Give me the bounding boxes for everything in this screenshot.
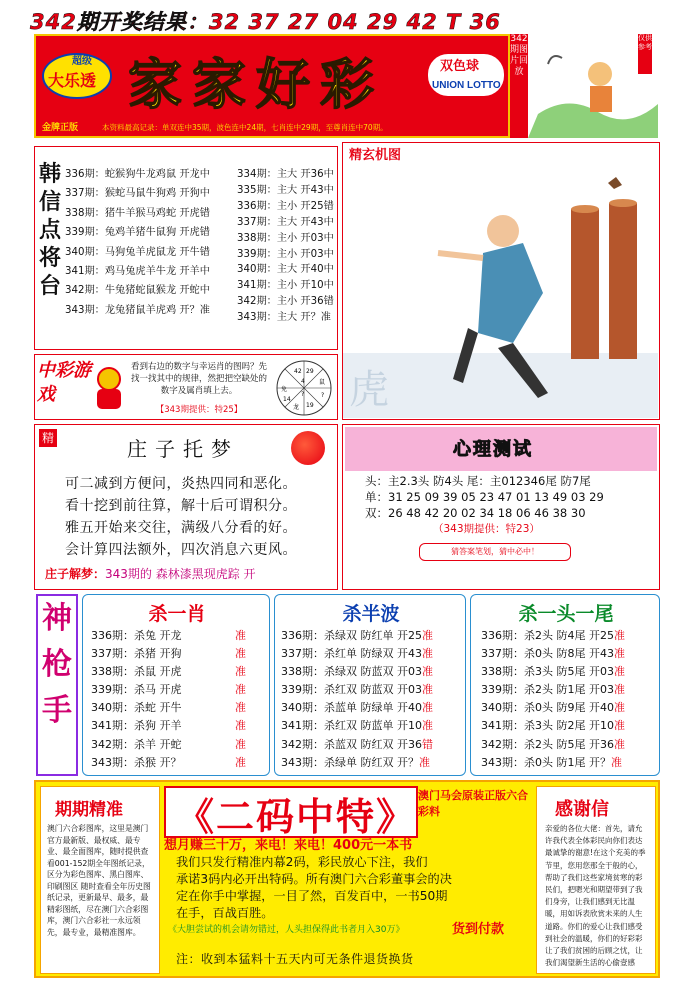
wheel-cell: 免 bbox=[281, 386, 288, 393]
row-result: 准 bbox=[235, 737, 246, 751]
row-text: 343期：杀绿单 防红双 开？ bbox=[281, 755, 419, 769]
accuracy-title: 期期精准 bbox=[55, 800, 123, 820]
table-row bbox=[281, 736, 433, 754]
sharpshooter-char: 手 bbox=[42, 693, 72, 728]
row-text: 342期：杀蓝双 防红双 开36 bbox=[281, 737, 422, 751]
table-row bbox=[281, 627, 433, 645]
page-title: 家家好彩 bbox=[128, 52, 384, 116]
psych-hint: 猜答案笔划，猜中必中！ bbox=[419, 543, 571, 561]
promo-text: 《大胆尝试的机会请勿错过，人头担保得此书者月入30万》 bbox=[168, 925, 405, 935]
psych-line: 头：主2.3头 防4头 尾：主012346尾 防7尾 bbox=[365, 474, 591, 488]
row-result: 准 bbox=[422, 665, 433, 679]
table-row bbox=[281, 645, 433, 663]
row-text: 337期：杀红单 防绿双 开43 bbox=[281, 647, 422, 661]
list-item: 334期：主大 开36中 bbox=[237, 169, 334, 180]
table-row bbox=[281, 681, 433, 699]
table-row bbox=[91, 681, 246, 699]
corner-tag: 仅供参考 bbox=[638, 34, 652, 74]
row-text: 336期：杀兔 开龙 bbox=[91, 629, 182, 642]
red-sun-icon bbox=[291, 431, 325, 465]
two-code-ad: 想月赚三十万，来电！来电！400元一本书 bbox=[164, 838, 413, 853]
sharpshooter-char: 枪 bbox=[42, 647, 72, 682]
row-result: 准 bbox=[235, 665, 246, 679]
list-item: 343期：主大 开？准 bbox=[237, 312, 331, 324]
table-row bbox=[481, 754, 625, 772]
row-text: 341期：杀3头 防2尾 开10 bbox=[481, 719, 614, 733]
row-result: 准 bbox=[422, 683, 433, 697]
refund-note: 注：收到本猛料十五天内可无条件退货换货 bbox=[176, 952, 414, 966]
table-row bbox=[481, 681, 625, 699]
list-item: 338期：主小 开03中 bbox=[237, 232, 334, 244]
bottom-ad-panel bbox=[34, 780, 660, 978]
gold-label: 金牌正版 bbox=[42, 123, 79, 133]
answer-label: 庄子解梦： bbox=[45, 567, 106, 581]
table-row bbox=[481, 645, 625, 663]
two-code-banner bbox=[164, 786, 418, 838]
list-item: 336期：主小 开25错 bbox=[237, 200, 334, 212]
list-item: 340期：主大 开40中 bbox=[237, 264, 334, 276]
psych-header bbox=[345, 427, 657, 471]
riddle-line: 看十挖到前往算，解十后可谓积分。 bbox=[65, 498, 297, 514]
row-text: 340期：杀蓝单 防绿单 开40 bbox=[281, 701, 422, 715]
table-row bbox=[481, 717, 625, 735]
riddle-line: 会计算四法额外，四次消息六更风。 bbox=[65, 542, 297, 558]
row-text: 336期：杀2头 防4尾 开25 bbox=[481, 629, 614, 642]
cod-tag: 货到付款 bbox=[452, 922, 505, 937]
row-result: 准 bbox=[613, 683, 625, 697]
row-result: 准 bbox=[613, 629, 625, 642]
table-row bbox=[281, 754, 433, 772]
row-text: 339期：杀马 开虎 bbox=[91, 683, 182, 697]
wheel-cell: 19 bbox=[306, 402, 314, 409]
wheel-cell: 29 bbox=[306, 368, 314, 375]
list-item: 335期：主大 开43中 bbox=[237, 184, 334, 196]
row-text: 343期：杀猴 开？ bbox=[91, 755, 182, 769]
list-item: 340期：马狗兔羊虎鼠龙 开牛错 bbox=[65, 246, 210, 258]
puzzle-picture-panel bbox=[342, 142, 660, 420]
list-item: 342期：主小 开36错 bbox=[237, 296, 334, 308]
picture-watermark: 虎 bbox=[349, 367, 389, 413]
replay-strip: 342期图片回放 bbox=[510, 34, 528, 138]
two-code-title: 《二码中特》 bbox=[176, 795, 417, 839]
psych-line: 双：26 48 42 20 02 34 18 06 46 38 30 bbox=[365, 506, 586, 520]
table-row bbox=[481, 699, 625, 717]
han-title-char: 韩 bbox=[39, 162, 62, 187]
two-code-line: 定在你手中掌握，一目了然，百发百中，一书50期 bbox=[176, 889, 448, 903]
table-row bbox=[481, 627, 625, 645]
riddle-line: 可二减到方便问，炎热四同和恶化。 bbox=[65, 476, 297, 492]
row-result: 准 bbox=[235, 755, 246, 769]
lotto-logo bbox=[42, 46, 112, 102]
han-xin-panel bbox=[34, 146, 338, 350]
row-result: 准 bbox=[422, 701, 433, 715]
table-row bbox=[481, 736, 625, 754]
psych-line: 单：31 25 09 39 05 23 47 01 13 49 03 29 bbox=[365, 490, 604, 504]
list-item: 339期：兔鸡羊猪牛鼠狗 开虎错 bbox=[65, 227, 210, 239]
thanks-text: 亲爱的各位大佬：首先，请允许我代表全体彩民向你们表达最诚挚的谢意!在这个充美的季节里，您用您那全于般的心，帮助了我们这些家境贫寒的彩民们，把嗯光和期望带到了我们身旁，让我们感到无比温暖，用如诉表欣赏未来的人生道路。你们的爱心让我们感受到社会的温暖，你们的好彩彩让了我们贫困的后顾之忧，让我们渴望新生活的心偷壹感 bbox=[545, 824, 646, 968]
header-banner bbox=[34, 34, 510, 138]
row-text: 337期：杀0头 防8尾 开43 bbox=[481, 647, 614, 661]
table-row bbox=[281, 699, 433, 717]
psych-title: 心理测试 bbox=[453, 439, 533, 460]
zodiac-list bbox=[65, 165, 210, 320]
psych-test-panel bbox=[342, 424, 660, 590]
row-text: 338期：杀绿双 防蓝双 开03 bbox=[281, 665, 422, 679]
lotto-logo-main: 大乐透 bbox=[48, 73, 97, 90]
row-result: 准 bbox=[611, 755, 622, 769]
two-code-line: 承诺3码内必开出特码。所有澳门六合彩董事会的决 bbox=[176, 872, 452, 886]
row-text: 341期：杀红双 防蓝单 开10 bbox=[281, 719, 422, 733]
wheel-cell: ? bbox=[301, 391, 305, 398]
draw-result: 342期开奖结果：32 37 27 04 29 42 T 36 bbox=[30, 10, 501, 34]
two-code-line: 在手，百战百胜。 bbox=[176, 906, 274, 920]
row-text: 337期：杀猪 开狗 bbox=[91, 647, 182, 661]
han-title-char: 将 bbox=[39, 246, 62, 271]
union-lotto-logo bbox=[426, 50, 506, 100]
sharpshooter-label bbox=[36, 594, 78, 776]
kill-zodiac-panel bbox=[82, 594, 270, 776]
number-wheel bbox=[275, 359, 333, 417]
row-result: 准 bbox=[613, 737, 625, 751]
list-item: 343期：龙兔猪鼠羊虎鸡 开？准 bbox=[65, 304, 210, 316]
table-row bbox=[91, 754, 246, 772]
wheel-cell: 鼠 bbox=[319, 379, 326, 386]
row-result: 准 bbox=[613, 665, 625, 679]
han-title-char: 信 bbox=[39, 190, 62, 215]
wheel-cell: 14 bbox=[283, 396, 291, 403]
han-xin-title bbox=[39, 161, 65, 301]
table-row bbox=[91, 663, 246, 681]
row-text: 338期：杀3头 防5尾 开03 bbox=[481, 665, 614, 679]
fortune-cat-icon bbox=[91, 365, 127, 411]
kill-head-tail-title: 杀一头一尾 bbox=[518, 603, 614, 625]
row-text: 336期：杀绿双 防红单 开25 bbox=[281, 629, 422, 642]
table-row bbox=[91, 699, 246, 717]
size-list bbox=[237, 167, 334, 326]
table-row bbox=[91, 627, 246, 645]
row-text: 339期：杀2头 防1尾 开03 bbox=[481, 683, 614, 697]
han-title-char: 台 bbox=[39, 274, 62, 299]
kill-half-wave-list bbox=[281, 627, 433, 772]
game-answer: 【343期提供：特25】 bbox=[155, 405, 243, 415]
list-item: 337期：猴蛇马鼠牛狗鸡 开狗中 bbox=[65, 188, 210, 200]
list-item: 336期：蛇猴狗牛龙鸡鼠 开龙中 bbox=[65, 169, 210, 180]
row-result: 准 bbox=[235, 719, 246, 733]
record-text: 本资料最高记录：单双连中35期，波色连中24期，七肖连中29期，至尊肖连中70期。 bbox=[102, 123, 388, 132]
wheel-cell: 42 bbox=[294, 368, 302, 375]
row-result: 准 bbox=[422, 719, 433, 733]
union-logo-top: 双色球 bbox=[440, 58, 480, 73]
row-result: 准 bbox=[613, 701, 625, 715]
wheel-cell: ? bbox=[321, 392, 325, 399]
zhuangzi-panel bbox=[34, 424, 338, 590]
riddle-answer bbox=[45, 565, 256, 582]
row-result: 准 bbox=[422, 647, 433, 661]
row-text: 338期：杀鼠 开虎 bbox=[91, 665, 182, 679]
list-item: 342期：牛兔猪蛇鼠猴龙 开蛇中 bbox=[65, 285, 210, 297]
thanks-title: 感谢信 bbox=[555, 799, 609, 820]
riddle-line: 雅五开始来交往，满级八分看的好。 bbox=[65, 520, 297, 536]
jing-tag: 精 bbox=[39, 429, 57, 447]
row-result: 准 bbox=[235, 701, 246, 715]
row-text: 342期：杀2头 防5尾 开36 bbox=[481, 737, 614, 751]
two-code-source: 澳门马会原装正版六合彩料 bbox=[418, 789, 528, 818]
table-row bbox=[481, 663, 625, 681]
wheel-cell: 4 bbox=[301, 378, 305, 385]
thanks-panel bbox=[536, 786, 656, 974]
row-result: 准 bbox=[235, 683, 246, 697]
row-text: 341期：杀狗 开羊 bbox=[91, 719, 182, 733]
kill-zodiac-title: 杀一肖 bbox=[148, 603, 206, 625]
psych-note: （343期提供：特23） bbox=[433, 523, 540, 535]
row-text: 340期：杀0头 防9尾 开40 bbox=[481, 701, 614, 715]
kill-half-wave-panel bbox=[274, 594, 466, 776]
han-title-char: 点 bbox=[39, 218, 62, 243]
union-logo-main: UNION LOTTO bbox=[432, 80, 501, 91]
row-text: 340期：杀蛇 开牛 bbox=[91, 701, 182, 715]
row-result: 准 bbox=[613, 647, 625, 661]
table-row bbox=[91, 645, 246, 663]
list-item: 341期：鸡马兔虎羊牛龙 开羊中 bbox=[65, 266, 210, 278]
lotto-logo-top: 超级 bbox=[72, 56, 92, 67]
game-instructions: 看到右边的数字与幸运肖的图吗？先找一找其中的规律，然把把空缺处的数字及属肖填上去。 bbox=[131, 362, 268, 396]
row-result: 准 bbox=[419, 755, 430, 769]
kill-half-wave-title: 杀半波 bbox=[342, 603, 400, 625]
wheel-cell: 龙 bbox=[293, 404, 300, 411]
row-result: 准 bbox=[235, 629, 246, 642]
sharpshooter-char: 神 bbox=[42, 601, 72, 636]
row-result: 错 bbox=[422, 737, 433, 751]
game-panel bbox=[34, 354, 338, 420]
list-item: 338期：猪牛羊猴马鸡蛇 开虎错 bbox=[65, 207, 210, 219]
row-result: 准 bbox=[422, 629, 433, 642]
picture-label: 精玄机图 bbox=[349, 148, 402, 163]
kill-zodiac-list bbox=[91, 627, 246, 772]
game-title: 中彩游戏 bbox=[37, 360, 91, 405]
list-item: 337期：主大 开43中 bbox=[237, 216, 334, 228]
table-row bbox=[281, 663, 433, 681]
two-code-line: 我们只发行精准内幕2码，彩民放心下注，我们 bbox=[176, 855, 428, 869]
list-item: 339期：主小 开03中 bbox=[237, 248, 334, 260]
kill-head-tail-panel bbox=[470, 594, 660, 776]
answer-text: 343期的 森林漆黑现虎踪 开 bbox=[105, 567, 256, 581]
list-item: 341期：主小 开10中 bbox=[237, 280, 334, 292]
row-result: 准 bbox=[235, 647, 246, 661]
table-row bbox=[281, 717, 433, 735]
zhuangzi-title: 庄子托梦 bbox=[127, 437, 239, 461]
accuracy-panel bbox=[40, 786, 160, 974]
row-result: 准 bbox=[613, 719, 625, 733]
row-text: 343期：杀0头 防1尾 开？ bbox=[481, 755, 611, 769]
kill-head-tail-list bbox=[481, 627, 625, 772]
accuracy-text: 澳门六合彩图库，这里是澳门官方最新版、最权威、最专业、最全面图库，随时提供查看001-152期全年图纸记录，区分为彩色图库、黑白图库、印刷图区 随时查看全年历史图纸记录，更新最早、最多，最精彩图纸，尽在澳门六合彩图库，澳门六合彩社一永远领先，最专业，最精准图库。 bbox=[47, 824, 151, 937]
row-text: 342期：杀羊 开蛇 bbox=[91, 737, 182, 751]
table-row bbox=[91, 717, 246, 735]
row-text: 339期：杀红双 防蓝双 开03 bbox=[281, 683, 422, 697]
table-row bbox=[91, 736, 246, 754]
